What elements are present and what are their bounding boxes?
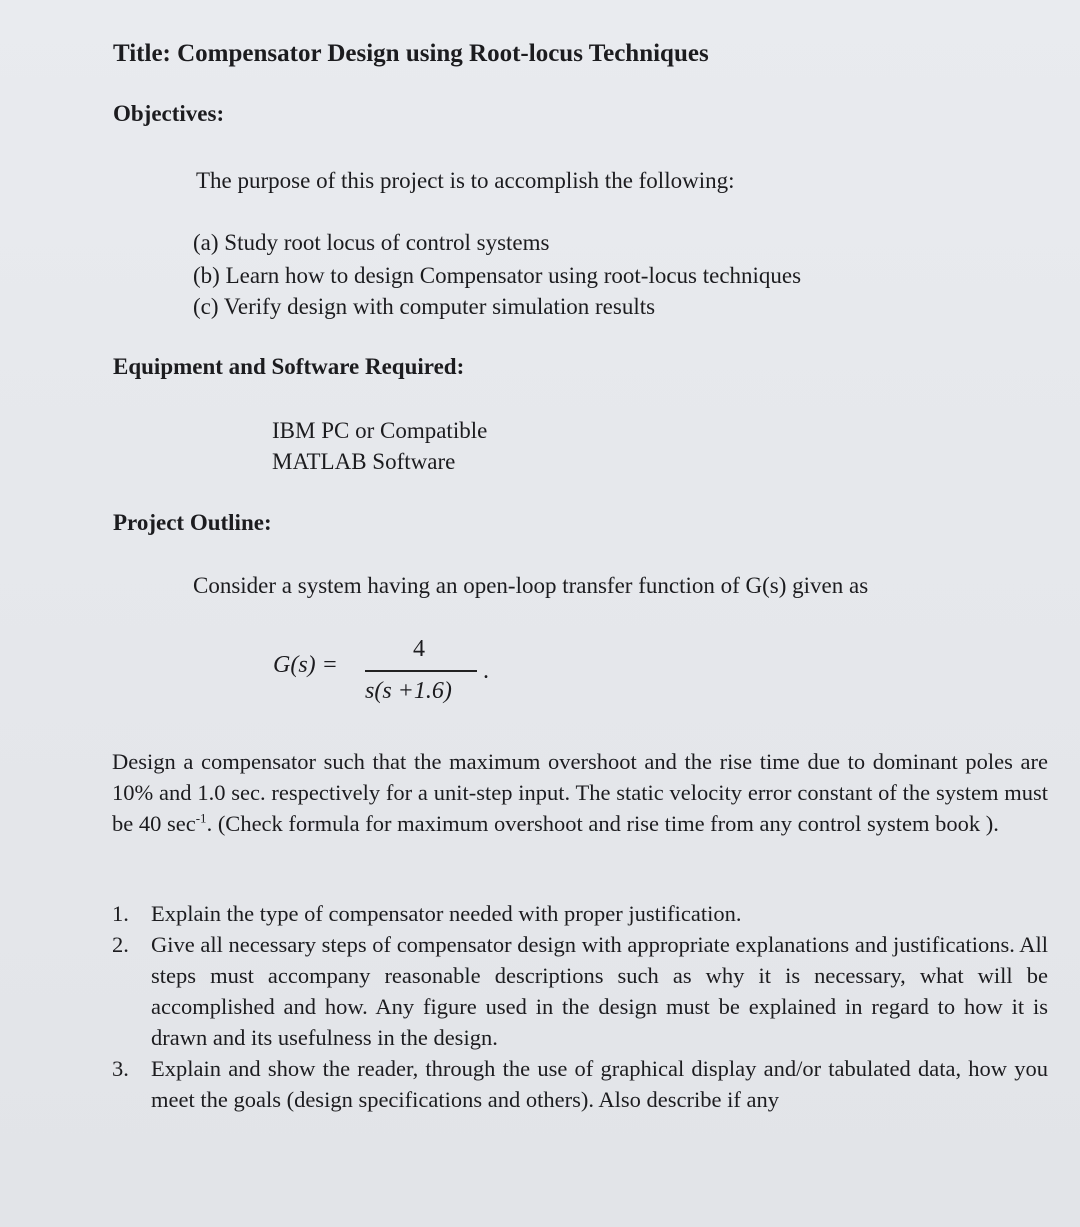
outline-heading: Project Outline:	[113, 510, 272, 535]
list-item	[112, 898, 1048, 929]
objective-item: (b) Learn how to design Compensator using root-locus techniques	[193, 263, 802, 288]
design-text-part-1: Design a compensator such that the maximum overshoot and the rise time due to dominant poles are 10% and 1.0 sec. respectively for a unit-step input. The static velocity error constant of the system must be 40 sec	[112, 749, 1048, 836]
equipment-item: MATLAB Software	[272, 449, 456, 474]
equipment-item: IBM PC or Compatible	[272, 418, 488, 443]
objectives-intro: The purpose of this project is to accomplish the following:	[196, 168, 735, 193]
page-title: Title: Compensator Design using Root-locus Techniques	[113, 40, 709, 67]
outline-intro: Consider a system having an open-loop transfer function of G(s) given as	[193, 573, 869, 598]
objectives-heading: Objectives:	[113, 101, 225, 126]
equation-denominator: s(s +1.6)	[365, 678, 452, 704]
equation-trailing-period: .	[483, 658, 489, 684]
step-text: Explain and show the reader, through the use of graphical display and/or tabulated data, how you meet the goals (design specifications and others). Also describe if any	[151, 1056, 1048, 1112]
design-text-part-2: . (Check formula for maximum overshoot and rise time from any control system book ).	[206, 811, 999, 836]
step-number: 1.	[112, 901, 129, 926]
equation-numerator: 4	[413, 636, 425, 662]
equipment-heading: Equipment and Software Required:	[113, 354, 465, 379]
list-item	[112, 1053, 1048, 1115]
design-superscript: -1	[195, 810, 207, 826]
design-paragraph	[112, 746, 1048, 839]
step-text: Explain the type of compensator needed with proper justification.	[151, 901, 742, 926]
fraction-bar	[365, 670, 477, 672]
step-number: 2.	[112, 932, 129, 957]
step-number: 3.	[112, 1056, 129, 1081]
step-text: Give all necessary steps of compensator design with appropriate explanations and justifications. All steps must accompany reasonable descriptions such as why it is necessary, what will be accomplished and how. Any figure used in the design must be explained in regard to how it is drawn and its usefulness in the design.	[151, 932, 1048, 1050]
steps-list	[112, 898, 1048, 1115]
objective-item: (c) Verify design with computer simulation results	[193, 294, 656, 319]
objective-item: (a) Study root locus of control systems	[193, 230, 550, 255]
equation-lhs: G(s) =	[273, 652, 338, 678]
list-item	[112, 929, 1048, 1053]
